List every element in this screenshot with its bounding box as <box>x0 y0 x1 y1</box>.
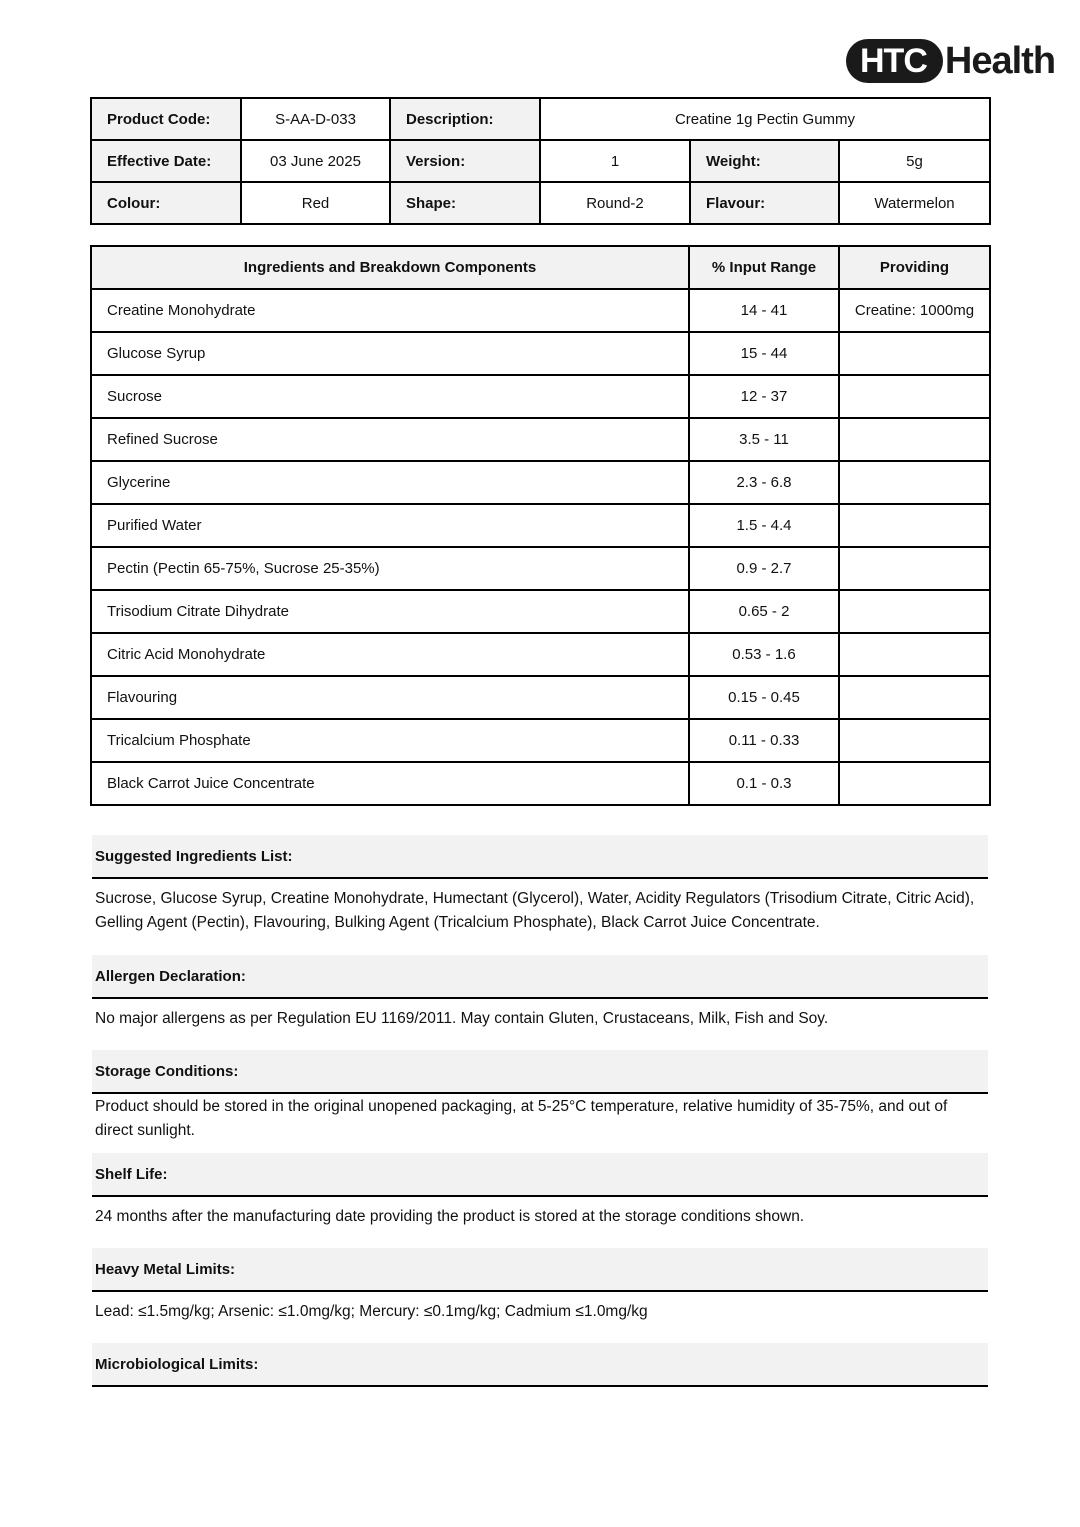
header-row-3 <box>91 182 990 224</box>
section-title: Storage Conditions: <box>92 1050 988 1094</box>
table-row <box>91 289 990 332</box>
ingredient-name: Glucose Syrup <box>91 332 689 375</box>
ingredient-providing <box>839 375 990 418</box>
ingredients-table <box>90 245 991 806</box>
table-row <box>91 633 990 676</box>
product-code-label: Product Code: <box>91 98 241 140</box>
suggested-ingredients-section <box>92 835 988 935</box>
ingredient-name: Pectin (Pectin 65-75%, Sucrose 25-35%) <box>91 547 689 590</box>
section-title: Heavy Metal Limits: <box>92 1248 988 1292</box>
ingredient-providing <box>839 719 990 762</box>
ingredient-providing <box>839 332 990 375</box>
section-title: Allergen Declaration: <box>92 955 988 999</box>
effective-date-label: Effective Date: <box>91 140 241 182</box>
ingredient-name: Sucrose <box>91 375 689 418</box>
ingredient-name: Tricalcium Phosphate <box>91 719 689 762</box>
shape-label: Shape: <box>390 182 540 224</box>
ingredient-providing <box>839 762 990 805</box>
ingredient-range: 0.53 - 1.6 <box>689 633 839 676</box>
section-text: Product should be stored in the original unopened packaging, at 5-25°C temperature, relative humidity of 35-75%, and out of direct sunlight. <box>95 1098 948 1139</box>
ingredient-range: 14 - 41 <box>689 289 839 332</box>
logo-mark: HTC <box>846 39 943 83</box>
ingredient-range: 2.3 - 6.8 <box>689 461 839 504</box>
header-row-1 <box>91 98 990 140</box>
table-row <box>91 504 990 547</box>
product-code-value: S-AA-D-033 <box>241 98 390 140</box>
microbiological-limits-section <box>92 1343 988 1387</box>
ingredient-name: Trisodium Citrate Dihydrate <box>91 590 689 633</box>
ingredient-name: Black Carrot Juice Concentrate <box>91 762 689 805</box>
section-text: Sucrose, Glucose Syrup, Creatine Monohydrate, Humectant (Glycerol), Water, Acidity Regulators (Trisodium Citrate, Citric Acid), Gelling Agent (Pectin), Flavouring, Bulking Agent (Tricalcium Phosphate), Black Carrot Juice Concentrate. <box>95 890 975 931</box>
version-value: 1 <box>540 140 690 182</box>
ingredient-providing <box>839 547 990 590</box>
providing-column-header: Providing <box>839 246 990 289</box>
logo-word: Health <box>944 39 1056 82</box>
ingredient-name: Citric Acid Monohydrate <box>91 633 689 676</box>
ingredient-range: 0.11 - 0.33 <box>689 719 839 762</box>
table-row <box>91 590 990 633</box>
section-title: Suggested Ingredients List: <box>92 835 988 879</box>
ingredient-range: 0.1 - 0.3 <box>689 762 839 805</box>
ingredient-name: Creatine Monohydrate <box>91 289 689 332</box>
shape-value: Round-2 <box>540 182 690 224</box>
ingredient-range: 0.65 - 2 <box>689 590 839 633</box>
ingredients-header-row <box>91 246 990 289</box>
colour-value: Red <box>241 182 390 224</box>
ingredient-providing <box>839 633 990 676</box>
ingredient-range: 0.9 - 2.7 <box>689 547 839 590</box>
section-text: Lead: ≤1.5mg/kg; Arsenic: ≤1.0mg/kg; Mercury: ≤0.1mg/kg; Cadmium ≤1.0mg/kg <box>95 1303 648 1320</box>
version-label: Version: <box>390 140 540 182</box>
flavour-value: Watermelon <box>839 182 990 224</box>
description-value: Creatine 1g Pectin Gummy <box>540 98 990 140</box>
table-row <box>91 418 990 461</box>
input-range-column-header: % Input Range <box>689 246 839 289</box>
ingredient-range: 1.5 - 4.4 <box>689 504 839 547</box>
ingredient-range: 15 - 44 <box>689 332 839 375</box>
table-row <box>91 332 990 375</box>
ingredient-providing <box>839 590 990 633</box>
ingredient-range: 3.5 - 11 <box>689 418 839 461</box>
shelf-life-section <box>92 1153 988 1229</box>
product-header-table <box>90 97 991 225</box>
effective-date-value: 03 June 2025 <box>241 140 390 182</box>
htc-health-logo <box>846 38 1055 84</box>
weight-value: 5g <box>839 140 990 182</box>
table-row <box>91 375 990 418</box>
description-label: Description: <box>390 98 540 140</box>
allergen-declaration-section <box>92 955 988 1031</box>
ingredient-name: Purified Water <box>91 504 689 547</box>
weight-label: Weight: <box>690 140 839 182</box>
ingredient-name: Flavouring <box>91 676 689 719</box>
ingredient-name: Refined Sucrose <box>91 418 689 461</box>
ingredient-name: Glycerine <box>91 461 689 504</box>
storage-conditions-section <box>92 1050 988 1143</box>
ingredient-range: 12 - 37 <box>689 375 839 418</box>
ingredient-range: 0.15 - 0.45 <box>689 676 839 719</box>
section-text: 24 months after the manufacturing date providing the product is stored at the storage conditions shown. <box>95 1208 805 1225</box>
table-row <box>91 762 990 805</box>
ingredient-providing <box>839 676 990 719</box>
section-text: No major allergens as per Regulation EU 1169/2011. May contain Gluten, Crustaceans, Milk, Fish and Soy. <box>95 1010 829 1027</box>
section-title: Microbiological Limits: <box>92 1343 988 1387</box>
section-title: Shelf Life: <box>92 1153 988 1197</box>
ingredient-providing <box>839 504 990 547</box>
table-row <box>91 547 990 590</box>
ingredient-providing <box>839 461 990 504</box>
heavy-metal-limits-section <box>92 1248 988 1324</box>
ingredient-providing: Creatine: 1000mg <box>839 289 990 332</box>
flavour-label: Flavour: <box>690 182 839 224</box>
table-row <box>91 719 990 762</box>
table-row <box>91 461 990 504</box>
table-row <box>91 676 990 719</box>
ingredients-column-header: Ingredients and Breakdown Components <box>91 246 689 289</box>
ingredient-providing <box>839 418 990 461</box>
colour-label: Colour: <box>91 182 241 224</box>
header-row-2 <box>91 140 990 182</box>
